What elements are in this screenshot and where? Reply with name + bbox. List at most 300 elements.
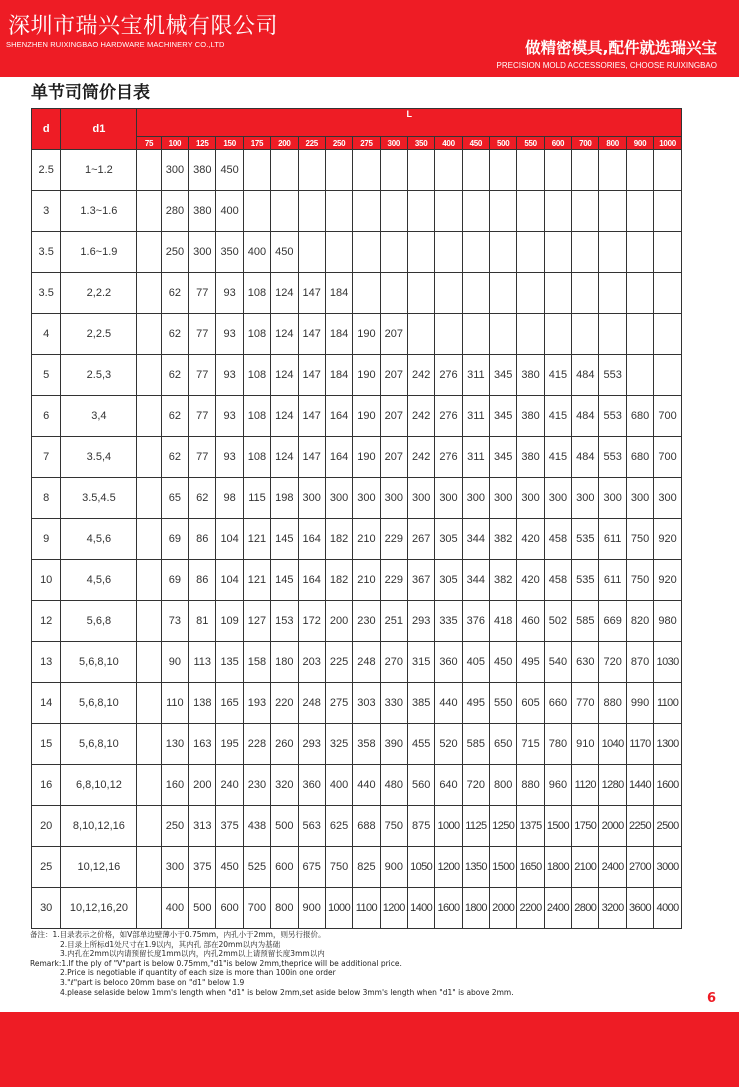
company-name-cn: 深圳市瑞兴宝机械有限公司 (8, 14, 279, 39)
cell-d1: 3.5,4 (61, 437, 137, 478)
price-cell: 1600 (435, 888, 462, 929)
cell-d: 8 (32, 478, 61, 519)
price-cell: 311 (462, 437, 489, 478)
price-cell: 207 (380, 396, 407, 437)
price-cell: 270 (380, 642, 407, 683)
price-cell: 230 (353, 601, 380, 642)
price-cell: 81 (189, 601, 216, 642)
price-cell: 248 (353, 642, 380, 683)
price-cell: 380 (189, 191, 216, 232)
cell-d: 25 (32, 847, 61, 888)
price-cell: 300 (462, 478, 489, 519)
price-cell: 750 (325, 847, 352, 888)
price-cell: 484 (572, 355, 599, 396)
page-title: 单节司筒价目表 (31, 83, 150, 103)
length-header-cell: 800 (599, 137, 626, 150)
price-cell: 124 (271, 273, 298, 314)
price-cell (137, 888, 161, 929)
price-cell: 93 (216, 437, 243, 478)
price-cell: 210 (353, 560, 380, 601)
price-cell: 77 (189, 314, 216, 355)
price-cell (626, 314, 653, 355)
table-row (32, 191, 682, 232)
price-cell: 210 (353, 519, 380, 560)
price-cell: 145 (271, 519, 298, 560)
length-header-cell: 350 (407, 137, 434, 150)
cell-d: 14 (32, 683, 61, 724)
price-cell (517, 232, 544, 273)
price-cell (380, 232, 407, 273)
price-cell: 700 (654, 437, 682, 478)
price-cell: 73 (161, 601, 188, 642)
price-cell: 2800 (572, 888, 599, 929)
price-cell: 382 (490, 519, 517, 560)
price-cell: 675 (298, 847, 325, 888)
cell-d1: 4,5,6 (61, 519, 137, 560)
price-cell: 203 (298, 642, 325, 683)
price-cell: 1280 (599, 765, 626, 806)
notes (30, 930, 710, 997)
price-cell: 69 (161, 560, 188, 601)
cell-d1: 6,8,10,12 (61, 765, 137, 806)
price-cell: 380 (517, 355, 544, 396)
price-cell: 200 (189, 765, 216, 806)
price-cell: 251 (380, 601, 407, 642)
price-cell: 800 (490, 765, 517, 806)
price-cell (654, 232, 682, 273)
price-cell: 1100 (654, 683, 682, 724)
page-number: 6 (707, 991, 717, 1006)
price-cell: 77 (189, 396, 216, 437)
price-cell: 520 (435, 724, 462, 765)
price-cell (435, 314, 462, 355)
price-cell (435, 150, 462, 191)
price-cell (626, 232, 653, 273)
price-cell: 104 (216, 560, 243, 601)
price-cell: 147 (298, 437, 325, 478)
price-cell: 553 (599, 437, 626, 478)
price-cell: 300 (626, 478, 653, 519)
length-header-cell: 100 (161, 137, 188, 150)
price-cell: 147 (298, 314, 325, 355)
price-cell: 358 (353, 724, 380, 765)
price-cell: 225 (325, 642, 352, 683)
price-cell: 300 (298, 478, 325, 519)
length-header-cell: 300 (380, 137, 407, 150)
length-header-cell: 450 (462, 137, 489, 150)
price-cell: 300 (490, 478, 517, 519)
price-cell: 313 (189, 806, 216, 847)
price-cell: 688 (353, 806, 380, 847)
length-header-cell: 600 (544, 137, 571, 150)
price-cell: 2200 (517, 888, 544, 929)
price-cell (517, 273, 544, 314)
price-cell: 300 (435, 478, 462, 519)
price-cell: 625 (325, 806, 352, 847)
price-cell: 640 (435, 765, 462, 806)
cell-d1: 1.6~1.9 (61, 232, 137, 273)
price-cell: 415 (544, 396, 571, 437)
price-cell (462, 232, 489, 273)
table-row (32, 232, 682, 273)
price-cell: 680 (626, 396, 653, 437)
price-cell: 450 (216, 150, 243, 191)
price-cell: 207 (380, 437, 407, 478)
price-cell: 605 (517, 683, 544, 724)
cell-d1: 10,12,16 (61, 847, 137, 888)
price-cell: 1350 (462, 847, 489, 888)
cell-d: 12 (32, 601, 61, 642)
price-cell: 484 (572, 437, 599, 478)
price-cell: 276 (435, 437, 462, 478)
price-cell: 190 (353, 314, 380, 355)
price-cell: 135 (216, 642, 243, 683)
cell-d1: 5,6,8,10 (61, 683, 137, 724)
price-cell: 385 (407, 683, 434, 724)
price-cell (137, 806, 161, 847)
price-cell: 300 (407, 478, 434, 519)
price-cell: 300 (517, 478, 544, 519)
price-cell: 535 (572, 519, 599, 560)
price-cell: 293 (407, 601, 434, 642)
price-cell: 62 (161, 355, 188, 396)
note-en-2: 2.Price is negotiable if quantity of each size is more than 100in one order (60, 968, 336, 978)
price-cell: 305 (435, 519, 462, 560)
price-cell: 458 (544, 519, 571, 560)
cell-d: 10 (32, 560, 61, 601)
price-cell (325, 191, 352, 232)
price-cell: 3600 (626, 888, 653, 929)
price-cell: 207 (380, 355, 407, 396)
length-header-cell: 225 (298, 137, 325, 150)
price-cell: 147 (298, 273, 325, 314)
price-cell (137, 683, 161, 724)
price-cell: 455 (407, 724, 434, 765)
price-cell: 1750 (572, 806, 599, 847)
table-row (32, 560, 682, 601)
price-cell (435, 273, 462, 314)
note-cn-label: 备注： (30, 930, 53, 939)
price-cell: 193 (243, 683, 270, 724)
price-cell: 165 (216, 683, 243, 724)
footer-banner (0, 1012, 739, 1087)
price-cell: 820 (626, 601, 653, 642)
price-cell: 98 (216, 478, 243, 519)
price-cell: 1040 (599, 724, 626, 765)
price-cell: 1440 (626, 765, 653, 806)
price-cell (544, 232, 571, 273)
price-cell: 350 (216, 232, 243, 273)
price-cell: 2400 (544, 888, 571, 929)
price-cell: 460 (517, 601, 544, 642)
price-cell: 138 (189, 683, 216, 724)
price-cell: 980 (654, 601, 682, 642)
price-cell: 880 (599, 683, 626, 724)
length-header-cell: 400 (435, 137, 462, 150)
price-cell: 700 (654, 396, 682, 437)
company-name-en: SHENZHEN RUIXINGBAO HARDWARE MACHINERY CO.,LTD (6, 40, 225, 49)
price-cell: 1500 (490, 847, 517, 888)
price-cell: 585 (572, 601, 599, 642)
note-en-3: 3."ℓ"part is beloco 20mm base on "d1" below 1.9 (60, 977, 245, 987)
price-cell: 563 (298, 806, 325, 847)
price-cell (407, 150, 434, 191)
price-cell (137, 765, 161, 806)
price-cell (654, 273, 682, 314)
price-cell: 415 (544, 355, 571, 396)
price-cell: 198 (271, 478, 298, 519)
price-cell (626, 273, 653, 314)
price-cell: 1170 (626, 724, 653, 765)
table-row (32, 519, 682, 560)
cell-d: 3.5 (32, 232, 61, 273)
price-cell: 1300 (654, 724, 682, 765)
cell-d: 13 (32, 642, 61, 683)
price-cell (271, 191, 298, 232)
price-cell (435, 232, 462, 273)
cell-d: 4 (32, 314, 61, 355)
price-cell (353, 150, 380, 191)
price-cell: 300 (654, 478, 682, 519)
table-row (32, 601, 682, 642)
length-header-cell: 1000 (654, 137, 682, 150)
price-cell: 1100 (353, 888, 380, 929)
price-cell: 450 (490, 642, 517, 683)
price-cell: 484 (572, 396, 599, 437)
price-cell: 2000 (599, 806, 626, 847)
price-cell (599, 273, 626, 314)
price-cell: 303 (353, 683, 380, 724)
price-cell (380, 273, 407, 314)
price-cell: 1650 (517, 847, 544, 888)
price-cell: 108 (243, 273, 270, 314)
price-cell: 376 (462, 601, 489, 642)
price-cell: 182 (325, 519, 352, 560)
table-row (32, 683, 682, 724)
price-cell (599, 150, 626, 191)
price-cell: 382 (490, 560, 517, 601)
cell-d: 15 (32, 724, 61, 765)
price-cell: 4000 (654, 888, 682, 929)
price-cell (137, 560, 161, 601)
price-cell: 250 (161, 232, 188, 273)
price-cell: 62 (161, 396, 188, 437)
price-cell (298, 232, 325, 273)
price-cell: 121 (243, 560, 270, 601)
price-cell: 300 (599, 478, 626, 519)
price-cell: 344 (462, 519, 489, 560)
price-cell: 300 (161, 150, 188, 191)
price-cell: 195 (216, 724, 243, 765)
price-cell: 275 (325, 683, 352, 724)
cell-d1: 4,5,6 (61, 560, 137, 601)
cell-d: 9 (32, 519, 61, 560)
table-row (32, 478, 682, 519)
price-cell: 2250 (626, 806, 653, 847)
price-cell: 450 (216, 847, 243, 888)
price-cell (137, 191, 161, 232)
price-cell: 611 (599, 519, 626, 560)
price-cell: 3200 (599, 888, 626, 929)
price-cell (599, 191, 626, 232)
price-cell: 164 (325, 437, 352, 478)
price-cell (544, 314, 571, 355)
price-cell: 300 (325, 478, 352, 519)
price-cell: 300 (353, 478, 380, 519)
price-cell: 875 (407, 806, 434, 847)
price-cell: 2000 (490, 888, 517, 929)
price-cell (462, 273, 489, 314)
price-cell: 276 (435, 396, 462, 437)
price-cell: 62 (161, 437, 188, 478)
table-row (32, 765, 682, 806)
price-table-body (32, 150, 682, 929)
price-cell: 93 (216, 314, 243, 355)
length-header-cell: 75 (137, 137, 161, 150)
price-cell: 248 (298, 683, 325, 724)
price-cell: 825 (353, 847, 380, 888)
price-cell: 900 (380, 847, 407, 888)
price-cell: 240 (216, 765, 243, 806)
price-cell (572, 273, 599, 314)
price-cell: 418 (490, 601, 517, 642)
table-row (32, 314, 682, 355)
price-cell (137, 642, 161, 683)
cell-d: 2.5 (32, 150, 61, 191)
price-cell: 158 (243, 642, 270, 683)
price-cell: 90 (161, 642, 188, 683)
price-cell: 400 (161, 888, 188, 929)
price-cell: 69 (161, 519, 188, 560)
price-cell: 380 (189, 150, 216, 191)
price-table (31, 108, 682, 929)
cell-d1: 2.5,3 (61, 355, 137, 396)
price-cell: 540 (544, 642, 571, 683)
price-cell: 375 (216, 806, 243, 847)
price-cell: 200 (325, 601, 352, 642)
price-cell: 108 (243, 355, 270, 396)
table-row (32, 355, 682, 396)
table-row (32, 847, 682, 888)
price-cell: 1250 (490, 806, 517, 847)
price-cell (137, 273, 161, 314)
price-cell: 184 (325, 314, 352, 355)
price-cell: 280 (161, 191, 188, 232)
price-cell: 360 (298, 765, 325, 806)
price-cell: 780 (544, 724, 571, 765)
price-cell: 380 (517, 437, 544, 478)
length-header-cell: 125 (189, 137, 216, 150)
price-cell: 164 (298, 519, 325, 560)
price-cell: 535 (572, 560, 599, 601)
price-cell (517, 150, 544, 191)
price-cell (462, 150, 489, 191)
price-cell (353, 232, 380, 273)
price-cell: 1800 (544, 847, 571, 888)
price-cell (407, 273, 434, 314)
cell-d1: 3,4 (61, 396, 137, 437)
price-cell: 300 (572, 478, 599, 519)
cell-d1: 2,2.5 (61, 314, 137, 355)
cell-d1: 5,6,8,10 (61, 642, 137, 683)
length-header-cell: 250 (325, 137, 352, 150)
price-cell: 440 (435, 683, 462, 724)
price-cell: 560 (407, 765, 434, 806)
length-header-cell: 550 (517, 137, 544, 150)
price-cell: 660 (544, 683, 571, 724)
price-cell: 77 (189, 355, 216, 396)
price-cell: 104 (216, 519, 243, 560)
price-cell: 164 (298, 560, 325, 601)
table-row (32, 888, 682, 929)
price-cell: 2500 (654, 806, 682, 847)
price-cell (243, 191, 270, 232)
price-cell: 65 (161, 478, 188, 519)
header-d1: d1 (61, 109, 137, 150)
price-cell: 1500 (544, 806, 571, 847)
price-cell: 420 (517, 519, 544, 560)
note-en-4: 4.please selaside below 1mm's length when "d1" is below 2mm,set aside below 3mm's length when "d1" is above 2mm. (60, 987, 514, 997)
length-header-cell: 275 (353, 137, 380, 150)
price-cell: 400 (325, 765, 352, 806)
price-cell: 960 (544, 765, 571, 806)
price-cell: 190 (353, 437, 380, 478)
price-cell (462, 314, 489, 355)
price-cell: 190 (353, 355, 380, 396)
price-cell: 3000 (654, 847, 682, 888)
price-cell: 611 (599, 560, 626, 601)
price-cell (407, 191, 434, 232)
price-cell (380, 150, 407, 191)
price-cell: 500 (189, 888, 216, 929)
price-cell (137, 314, 161, 355)
price-cell: 2100 (572, 847, 599, 888)
price-cell (298, 191, 325, 232)
table-row (32, 273, 682, 314)
price-cell (271, 150, 298, 191)
cell-d1: 10,12,16,20 (61, 888, 137, 929)
price-cell: 345 (490, 355, 517, 396)
price-cell: 1000 (435, 806, 462, 847)
price-cell: 600 (216, 888, 243, 929)
price-cell: 207 (380, 314, 407, 355)
price-cell: 910 (572, 724, 599, 765)
price-cell: 585 (462, 724, 489, 765)
price-cell (626, 355, 653, 396)
price-cell: 77 (189, 437, 216, 478)
price-cell: 305 (435, 560, 462, 601)
price-cell: 124 (271, 437, 298, 478)
price-cell: 880 (517, 765, 544, 806)
cell-d1: 5,6,8 (61, 601, 137, 642)
price-cell: 525 (243, 847, 270, 888)
price-cell: 335 (435, 601, 462, 642)
price-cell: 311 (462, 396, 489, 437)
price-cell (572, 191, 599, 232)
price-cell: 344 (462, 560, 489, 601)
price-cell: 172 (298, 601, 325, 642)
price-cell: 1400 (407, 888, 434, 929)
price-cell: 720 (462, 765, 489, 806)
note-cn-3: 3.内孔在2mm以内请预留长度1mm以内，内孔2mm以上请预留长度3mm以内 (60, 949, 325, 959)
price-cell: 182 (325, 560, 352, 601)
price-cell: 920 (654, 560, 682, 601)
price-cell: 110 (161, 683, 188, 724)
price-cell: 1030 (654, 642, 682, 683)
price-cell: 502 (544, 601, 571, 642)
cell-d: 3.5 (32, 273, 61, 314)
price-cell: 750 (626, 519, 653, 560)
